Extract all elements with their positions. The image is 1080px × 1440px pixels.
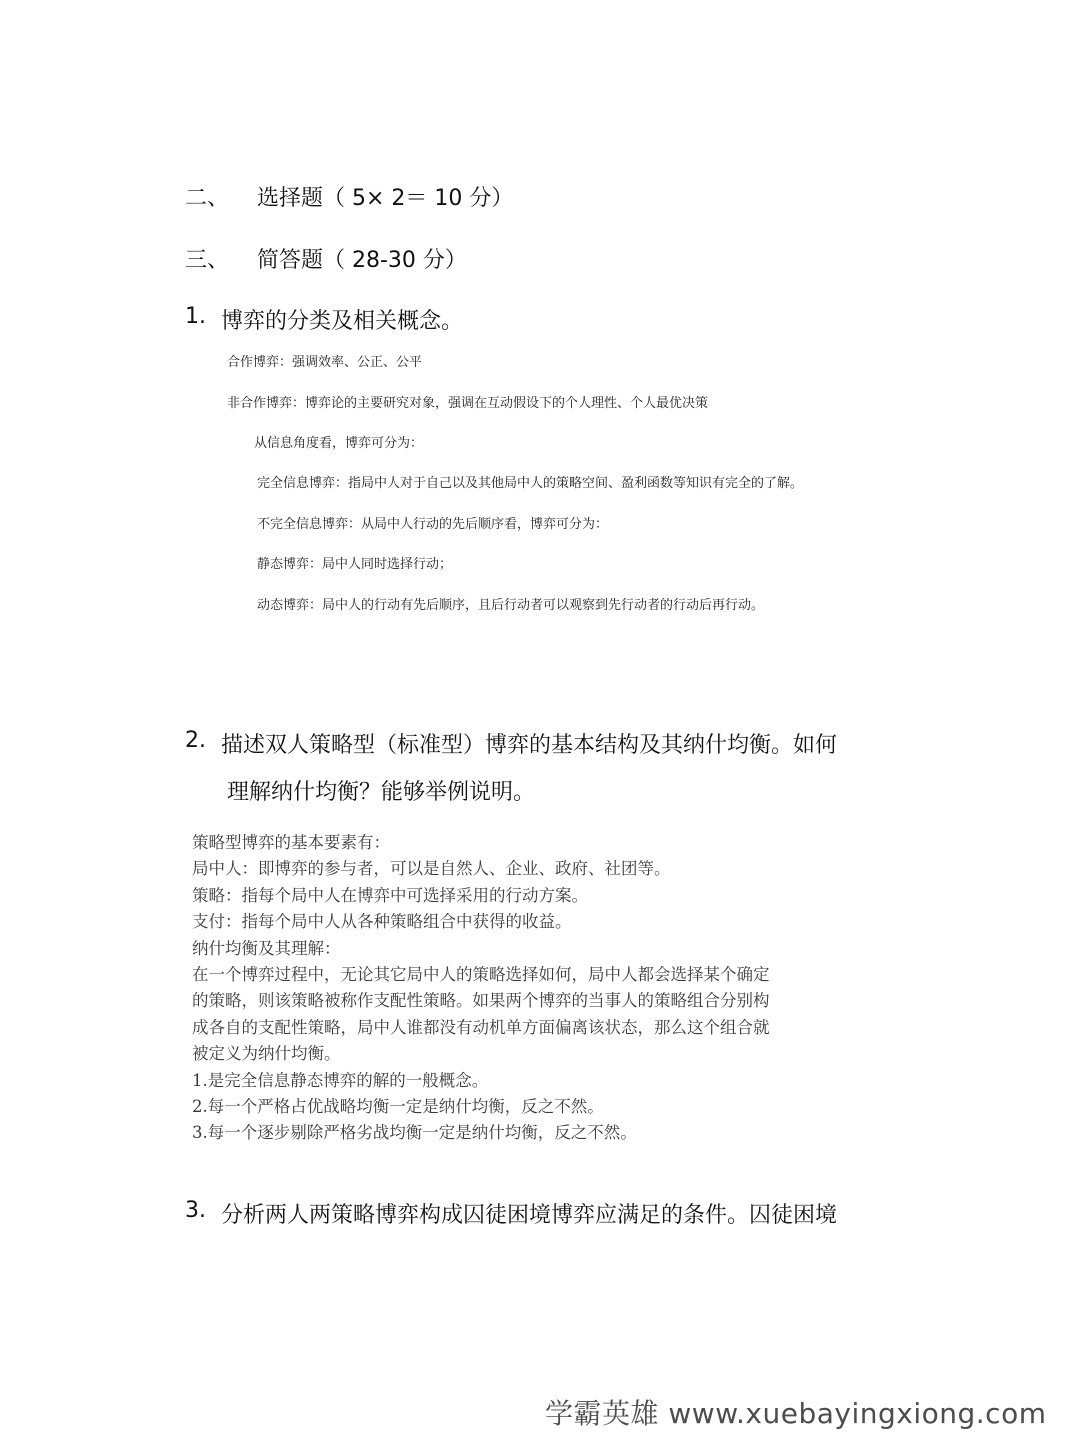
section-title-short-answer: 简答题（ 28-30 分） — [257, 248, 467, 273]
scan-line-players: 局中人：即博弈的参与者，可以是自然人、企业、政府、社团等。 — [192, 859, 671, 879]
q1-line-complete-info: 完全信息博弈：指局中人对于自己以及其他局中人的策略空间、盈利函数等知识有完全的了解。 — [257, 476, 804, 491]
q1-line-cooperative: 合作博弈：强调效率、公正、公平 — [227, 355, 423, 370]
q1-line-info-angle: 从信息角度看，博弈可分为： — [254, 436, 424, 451]
scan-line-nash-4: 被定义为纳什均衡。 — [192, 1044, 341, 1064]
scan-line-point-1: 1.是完全信息静态博弈的解的一般概念。 — [192, 1070, 489, 1090]
q1-line-incomplete-info: 不完全信息博弈：从局中人行动的先后顺序看，博弈可分为： — [257, 517, 609, 532]
question-1-title: 博弈的分类及相关概念。 — [221, 309, 464, 334]
section-number-3: 三、 — [185, 248, 230, 273]
scan-line-payoff: 支付：指每个局中人从各种策略组合中获得的收益。 — [192, 912, 572, 932]
question-2-title-line1: 描述双人策略型（标准型）博弈的基本结构及其纳什均衡。如何 — [221, 733, 838, 758]
scan-line-strategy: 策略：指每个局中人在博弈中可选择采用的行动方案。 — [192, 885, 588, 905]
scan-line-nash-2: 的策略，则该策略被称作支配性策略。如果两个博弈的当事人的策略组合分别构 — [192, 991, 770, 1011]
question-2-number: 2. — [185, 728, 206, 753]
q1-line-dynamic: 动态博弈：局中人的行动有先后顺序，且后行动者可以观察到先行动者的行动后再行动。 — [257, 598, 765, 613]
scan-line-elements-heading: 策略型博弈的基本要素有： — [192, 833, 390, 852]
question-3-title: 分析两人两策略博弈构成囚徒困境博弈应满足的条件。囚徒困境 — [221, 1203, 838, 1228]
section-title-choice: 选择题（ 5× 2＝ 10 分） — [257, 186, 514, 211]
scan-line-point-2: 2.每一个严格占优战略均衡一定是纳什均衡，反之不然。 — [192, 1097, 604, 1117]
q1-line-noncooperative: 非合作博弈：博弈论的主要研究对象，强调在互动假设下的个人理性、个人最优决策 — [227, 396, 709, 411]
q1-line-static: 静态博弈：局中人同时选择行动； — [257, 557, 453, 572]
question-2-title-line2: 理解纳什均衡？能够举例说明。 — [227, 780, 536, 805]
scan-line-nash-1: 在一个博弈过程中，无论其它局中人的策略选择如何，局中人都会选择某个确定 — [192, 965, 770, 985]
scan-line-point-3: 3.每一个逐步剔除严格劣战均衡一定是纳什均衡，反之不然。 — [192, 1123, 637, 1143]
section-number-2: 二、 — [185, 186, 230, 211]
question-1-number: 1. — [185, 304, 206, 329]
site-watermark: 学霸英雄 www.xuebayingxiong.com — [545, 1397, 1047, 1430]
question-3-number: 3. — [185, 1198, 206, 1223]
scan-line-nash-3: 成各自的支配性策略，局中人谁都没有动机单方面偏离该状态，那么这个组合就 — [192, 1017, 770, 1037]
q2-scanned-answer — [192, 830, 832, 1147]
scan-line-nash-heading: 纳什均衡及其理解： — [192, 938, 341, 958]
